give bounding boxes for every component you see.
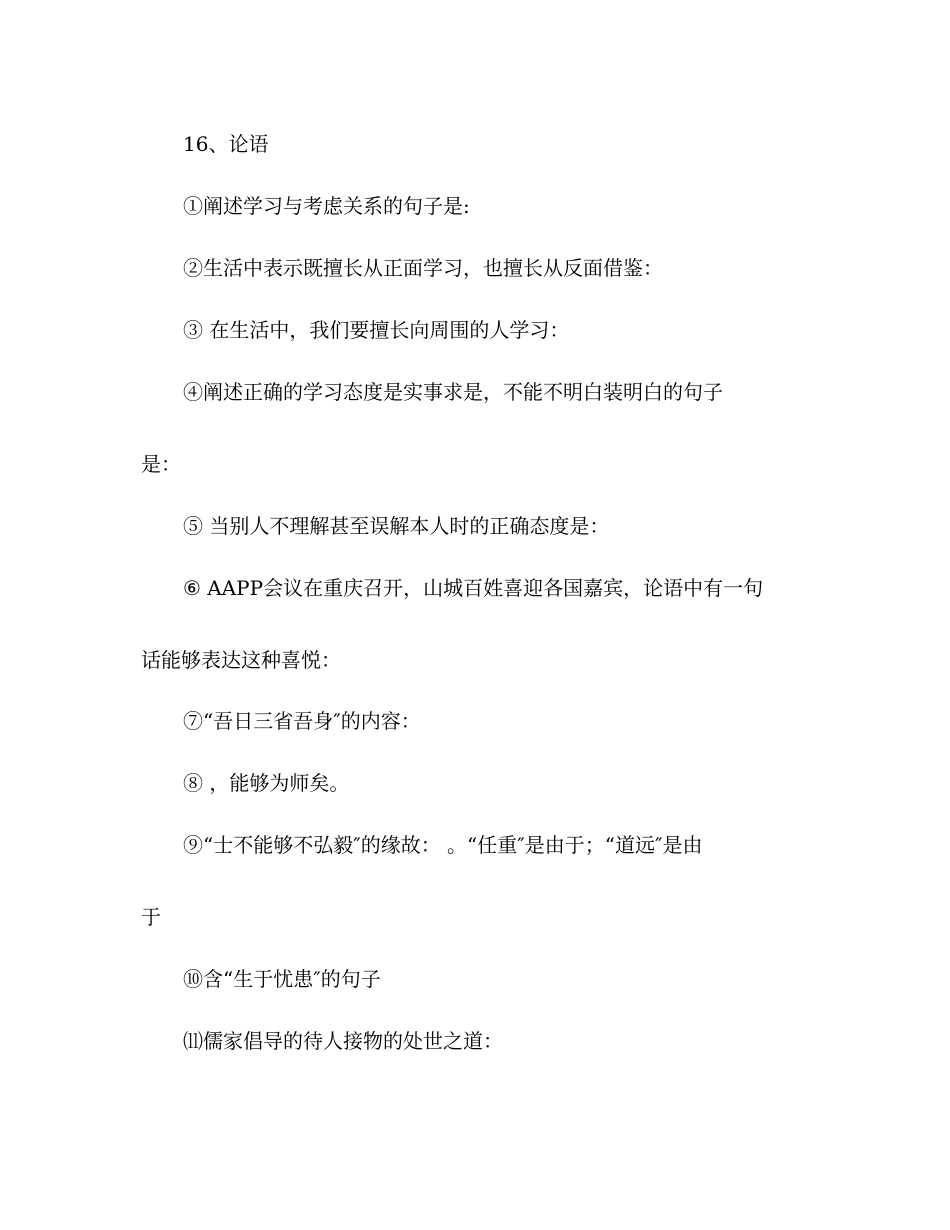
section-heading: 16、论语 [183, 132, 269, 156]
question-1: ①阐述学习与考虑关系的句子是: [183, 194, 470, 218]
question-9-continuation: 于 [141, 905, 161, 929]
question-4-continuation: 是： [141, 452, 181, 476]
question-6: ⑥ AAPP会议在重庆召开，山城百姓喜迎各国嘉宾，论语中有一句 [183, 576, 764, 600]
question-2: ②生活中表示既擅长从正面学习，也擅长从反面借鉴： [183, 256, 663, 280]
question-7: ⑦“吾日三省吾身″的内容： [183, 709, 421, 733]
question-3: ③ 在生活中，我们要擅长向周围的人学习： [183, 318, 570, 342]
question-4: ④阐述正确的学习态度是实事求是，不能不明白装明白的句子 [183, 380, 723, 404]
question-5: ⑤ 当别人不理解甚至误解本人时的正确态度是： [183, 514, 610, 538]
question-6-continuation: 话能够表达这种喜悦： [141, 648, 341, 672]
question-10: ⑩含“生于忧患″的句子 [183, 967, 381, 991]
question-8: ⑧ ，能够为师矣。 [183, 771, 350, 795]
question-11: ⑾儒家倡导的待人接物的处世之道： [183, 1029, 503, 1053]
question-9: ⑨“士不能够不弘毅″的缘故： 。“任重″是由于；“道远″是由 [183, 833, 703, 857]
